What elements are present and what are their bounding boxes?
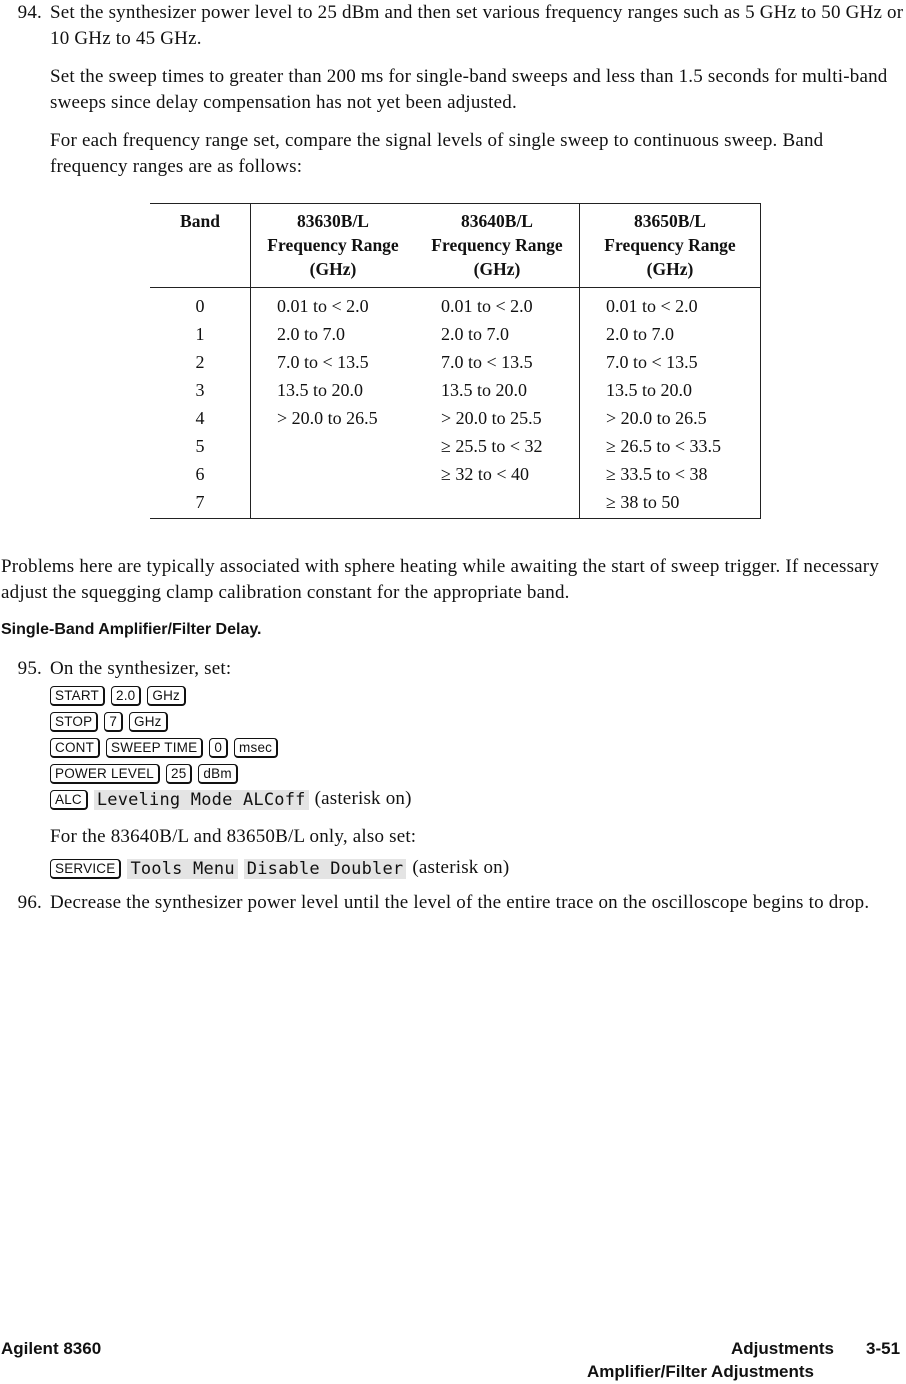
table-row — [150, 404, 761, 432]
sweep-time-key[interactable]: SWEEP TIME — [106, 738, 203, 758]
band-cell: 6 — [195, 464, 205, 484]
range-cell: 2.0 to 7.0 — [251, 320, 416, 348]
range-cell: ≥ 33.5 to < 38 — [580, 460, 761, 488]
table-header-row — [150, 204, 761, 288]
msec-key[interactable]: msec — [234, 738, 278, 758]
key-sequence-line — [50, 708, 904, 734]
range-cell: 13.5 to 20.0 — [441, 380, 528, 400]
cont-key[interactable]: CONT — [50, 738, 100, 758]
alc-line — [50, 786, 904, 812]
models-only-text: For the 83640B/L and 83650B/L only, also set: — [50, 826, 417, 847]
footer-chapter: Adjustments — [731, 1339, 834, 1358]
band-cell: 2 — [195, 352, 205, 372]
range-cell: ≥ 25.5 to < 32 — [441, 436, 543, 456]
step-number: 96. — [17, 892, 42, 913]
step-94-paragraph-1: Set the synthesizer power level to 25 dBm and then set various frequency ranges such as 5 GHz to 50 GHz or 10 GHz to 45 GHz. — [50, 2, 904, 49]
step-96-text: Decrease the synthesizer power level until the level of the entire trace on the oscilloscope begins to drop. — [50, 892, 870, 913]
range-cell: > 20.0 to 26.5 — [580, 404, 761, 432]
range-cell: 7.0 to < 13.5 — [580, 348, 761, 376]
footer-section: Amplifier/Filter Adjustments — [587, 1362, 815, 1381]
band-cell: 1 — [195, 324, 205, 344]
header-text: Band — [180, 211, 220, 231]
header-text: Frequency Range — [431, 235, 563, 255]
25-key[interactable]: 25 — [166, 764, 192, 784]
step-94-paragraph-3: For each frequency range set, compare the signal levels of single sweep to continuous sweep. Band frequency ranges are as follows: — [50, 130, 824, 177]
range-cell: 2.0 to 7.0 — [580, 320, 761, 348]
alc-key[interactable]: ALC — [50, 790, 88, 810]
step-94 — [8, 0, 904, 192]
range-cell: > 20.0 to 25.5 — [441, 408, 542, 428]
start-key[interactable]: START — [50, 686, 105, 706]
table-row — [150, 348, 761, 376]
table-body — [150, 288, 761, 519]
2-0-key[interactable]: 2.0 — [111, 686, 141, 706]
step-96 — [8, 890, 904, 916]
table-row — [150, 460, 761, 488]
range-cell: 13.5 to 20.0 — [580, 376, 761, 404]
header-band — [150, 204, 251, 288]
range-cell: 13.5 to 20.0 — [251, 376, 416, 404]
range-cell: 7.0 to < 13.5 — [251, 348, 416, 376]
header-83640 — [415, 204, 580, 288]
step-95-intro: On the synthesizer, set: — [50, 658, 232, 679]
table-row — [150, 432, 761, 460]
range-cell: > 20.0 to 26.5 — [251, 404, 416, 432]
section-heading: Single-Band Amplifier/Filter Delay. — [1, 621, 262, 638]
service-note: (asterisk on) — [412, 857, 510, 878]
band-frequency-table — [150, 203, 761, 519]
header-83650 — [580, 204, 761, 288]
header-text: Frequency Range — [604, 235, 736, 255]
range-cell: 0.01 to < 2.0 — [580, 288, 761, 321]
range-cell: ≥ 26.5 to < 33.5 — [580, 432, 761, 460]
range-cell — [251, 432, 416, 460]
footer-product: Agilent 8360 — [1, 1339, 102, 1358]
0-key[interactable]: 0 — [209, 738, 228, 758]
key-sequence-list — [50, 682, 904, 786]
alc-note: (asterisk on) — [314, 788, 412, 809]
range-cell: 7.0 to < 13.5 — [441, 352, 533, 372]
step-94-paragraph-2: Set the sweep times to greater than 200 ms for single-band sweeps and less than 1.5 seconds for multi-band sweeps since delay compensation has not yet been adjusted. — [50, 66, 888, 113]
step-number: 94. — [17, 2, 42, 23]
header-text: (GHz) — [646, 259, 694, 279]
dbm-key[interactable]: dBm — [198, 764, 237, 784]
power-level-key[interactable]: POWER LEVEL — [50, 764, 160, 784]
header-83630 — [251, 204, 416, 288]
table-row — [150, 288, 761, 321]
header-text: (GHz) — [309, 259, 357, 279]
ghz-key[interactable]: GHz — [129, 712, 168, 732]
header-text: 83650B/L — [634, 211, 706, 231]
step-95 — [8, 656, 904, 881]
key-sequence-line — [50, 734, 904, 760]
service-line — [50, 855, 904, 881]
problems-paragraph: Problems here are typically associated with sphere heating while awaiting the start of sweep trigger. If necessary adjust the squegging clamp calibration constant for the appropriate band. — [1, 556, 880, 603]
stop-key[interactable]: STOP — [50, 712, 98, 732]
tools-menu-softkey[interactable]: Tools Menu — [127, 859, 237, 879]
range-cell — [415, 488, 580, 519]
range-cell: 0.01 to < 2.0 — [251, 288, 416, 321]
step-number: 95. — [17, 658, 42, 679]
header-text: (GHz) — [473, 259, 521, 279]
ghz-key[interactable]: GHz — [147, 686, 186, 706]
disable-doubler-softkey[interactable]: Disable Doubler — [244, 859, 407, 879]
band-cell: 4 — [195, 408, 205, 428]
range-cell — [251, 460, 416, 488]
table-row — [150, 488, 761, 519]
header-text: 83630B/L — [297, 211, 369, 231]
band-cell: 5 — [195, 436, 205, 456]
range-cell: 2.0 to 7.0 — [441, 324, 510, 344]
leveling-mode-softkey[interactable]: Leveling Mode ALCoff — [94, 790, 309, 810]
band-cell: 0 — [195, 296, 205, 316]
key-sequence-line — [50, 760, 904, 786]
band-cell: 3 — [195, 380, 205, 400]
key-sequence-line — [50, 682, 904, 708]
range-cell: 0.01 to < 2.0 — [441, 296, 533, 316]
band-cell: 7 — [195, 492, 205, 512]
header-text: 83640B/L — [461, 211, 533, 231]
range-cell: ≥ 38 to 50 — [580, 488, 761, 519]
footer-page-number: 3-51 — [866, 1339, 901, 1358]
7-key[interactable]: 7 — [104, 712, 123, 732]
range-cell: ≥ 32 to < 40 — [441, 464, 530, 484]
range-cell — [251, 488, 416, 519]
service-key[interactable]: SERVICE — [50, 859, 121, 879]
table-row — [150, 376, 761, 404]
table-row — [150, 320, 761, 348]
header-text: Frequency Range — [267, 235, 399, 255]
